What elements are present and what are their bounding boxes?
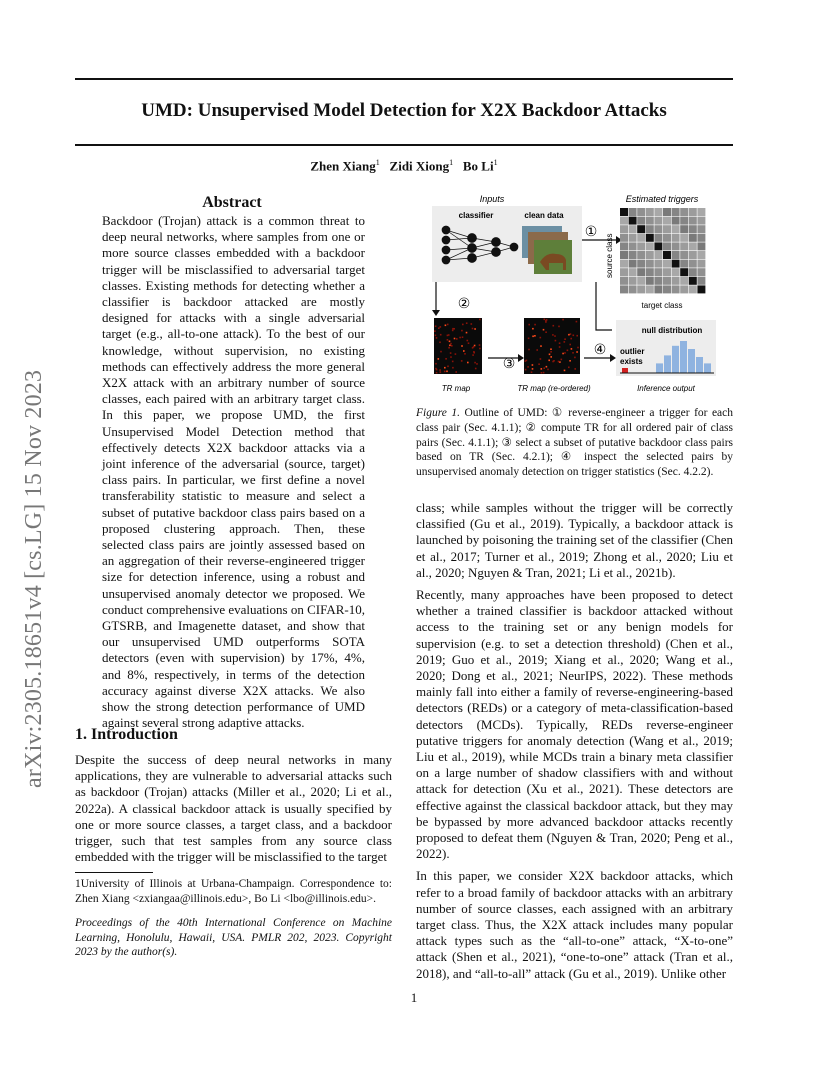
- footnote-rule: [75, 872, 153, 873]
- heatmap-cell: [471, 323, 473, 325]
- heatmap-cell: [532, 336, 534, 338]
- heatmap-cell: [455, 371, 457, 373]
- heatmap-cell: [576, 321, 578, 323]
- trigger-cell: [672, 260, 680, 268]
- heatmap-cell: [450, 343, 452, 345]
- trigger-cell: [680, 225, 688, 233]
- heatmap-cell: [532, 328, 534, 330]
- trigger-cell: [637, 268, 645, 276]
- trigger-cell: [680, 234, 688, 242]
- heatmap-cell: [452, 361, 454, 363]
- heatmap-cell: [534, 335, 536, 337]
- heatmap-cell: [467, 340, 469, 342]
- trigger-cell: [654, 285, 662, 293]
- heatmap-cell: [545, 321, 547, 323]
- trigger-cell: [620, 208, 628, 216]
- heatmap-cell: [572, 352, 574, 354]
- heatmap-cell: [461, 360, 463, 362]
- trigger-cell: [654, 225, 662, 233]
- heatmap-cell: [574, 357, 576, 359]
- trigger-cell: [689, 260, 697, 268]
- heatmap-cell: [526, 360, 528, 362]
- trigger-cell: [654, 268, 662, 276]
- trigger-cell: [646, 277, 654, 285]
- histogram-bar: [696, 357, 703, 373]
- trigger-cell: [663, 242, 671, 250]
- histogram-bar: [680, 341, 687, 373]
- trigger-cell: [697, 268, 705, 276]
- trigger-cell: [654, 217, 662, 225]
- heatmap-cell: [553, 360, 555, 362]
- heatmap-cell: [454, 338, 456, 340]
- heatmap-cell: [440, 334, 442, 336]
- trigger-cell: [654, 277, 662, 285]
- author-name: Bo Li: [462, 158, 494, 174]
- trigger-cell: [672, 208, 680, 216]
- target-class-axis-label: target class: [641, 301, 683, 310]
- heatmap-cell: [549, 354, 551, 356]
- trigger-cell: [672, 277, 680, 285]
- heatmap-cell: [447, 366, 449, 368]
- page-number: 1: [410, 990, 418, 1005]
- heatmap-cell: [472, 354, 474, 356]
- heatmap-cell: [479, 344, 481, 346]
- step-4-connector: [596, 282, 612, 330]
- heatmap-cell: [451, 345, 453, 347]
- trigger-cell: [663, 260, 671, 268]
- heatmap-cell: [453, 328, 455, 330]
- heatmap-cell: [447, 335, 449, 337]
- heatmap-cell: [474, 362, 476, 364]
- trigger-cell: [629, 234, 637, 242]
- introduction-body: [75, 752, 392, 865]
- tr-map-reordered-label: TR map (re-ordered): [517, 384, 591, 393]
- trigger-cell: [663, 268, 671, 276]
- step-1-marker: ①: [584, 223, 598, 239]
- trigger-cell: [646, 251, 654, 259]
- trigger-cell: [629, 225, 637, 233]
- trigger-cell: [629, 285, 637, 293]
- trigger-cell: [620, 277, 628, 285]
- trigger-cell: [646, 268, 654, 276]
- tr-map-label: TR map: [441, 384, 471, 393]
- heatmap-cell: [452, 330, 454, 332]
- heatmap-cell: [474, 328, 476, 330]
- trigger-cell: [646, 242, 654, 250]
- trigger-cell: [689, 225, 697, 233]
- heatmap-cell: [528, 324, 530, 326]
- trigger-cell: [654, 234, 662, 242]
- heatmap-cell: [479, 319, 481, 321]
- heatmap-cell: [444, 371, 446, 373]
- heatmap-cell: [447, 324, 449, 326]
- heatmap-cell: [525, 369, 527, 371]
- heatmap-cell: [545, 331, 547, 333]
- abstract-heading: Abstract: [202, 194, 262, 211]
- caption-text: Outline of UMD: ① reverse-engineer a trigger for each class pair (Sec. 4.1.1); ② compute TR for all ordered pair of class pairs (Sec. 4.1.1); ③ select a subset of putative backdoor class pairs based on TR (Sec. 4.2.1); ④ inspect the selected pairs by unsupervised anomaly detection on trigger statistics (Sec. 4.2.2).: [416, 407, 734, 479]
- heatmap-cell: [466, 332, 468, 334]
- heatmap-cell: [476, 363, 478, 365]
- trigger-cell: [629, 242, 637, 250]
- heatmap-cell: [466, 322, 468, 324]
- heatmap-cell: [459, 337, 461, 339]
- trigger-cell: [646, 208, 654, 216]
- section-heading-introduction: 1. Introduction: [75, 726, 178, 743]
- heatmap-cell: [561, 359, 563, 361]
- heatmap-cell: [456, 338, 458, 340]
- introduction-text: Despite the success of deep neural networks in many applications, they are vulnerable to adversarial attacks such as backdoor (Trojan) attacks (Miller et al., 2020; Li et al., 2022a). A classical backdoor attack is usually specified by one or more source classes, a target class, and a backdoor trigger, such that test samples from any source class embedded with the trigger will be misclassified to the target: [75, 752, 392, 865]
- trigger-cell: [663, 217, 671, 225]
- paper-title: UMD: Unsupervised Model Detection for X2X Backdoor Attacks: [141, 100, 667, 121]
- heatmap-cell: [531, 371, 533, 373]
- step-3-arrowhead: [518, 354, 524, 362]
- trigger-cell: [697, 251, 705, 259]
- heatmap-cell: [540, 345, 542, 347]
- heatmap-cell: [435, 335, 437, 337]
- title-rule: [75, 144, 733, 146]
- trigger-cell: [629, 251, 637, 259]
- heatmap-cell: [538, 363, 540, 365]
- heatmap-cell: [532, 364, 534, 366]
- heatmap-cell: [541, 372, 543, 374]
- heatmap-cell: [569, 360, 571, 362]
- heatmap-cell: [564, 341, 566, 343]
- heatmap-cell: [550, 356, 552, 358]
- trigger-cell: [680, 208, 688, 216]
- heatmap-cell: [445, 325, 447, 327]
- step-4-arrowhead: [610, 354, 616, 362]
- top-rule: [75, 78, 733, 80]
- outlier-marker: [622, 368, 628, 373]
- abstract-text: Backdoor (Trojan) attack is a common threat to deep neural networks, where samples from one or more source classes embedded with a backdoor trigger will be misclassified to adversarial target classes. Existing methods for detecting whether a classifier is backdoor attacked are mostly designed for attacks with a single adversarial target (e.g., all-to-one attack). To the best of our knowledge, without supervision, no existing methods can effectively address the more general X2X attack with an arbitrary number of source classes, each paired with an arbitrary target class. In this paper, we propose UMD, the first Unsupervised Model Detection method that effectively detects X2X backdoor attacks via a joint inference of the adversarial (source, target) class pairs. In particular, we first define a novel transferability statistic to measure and select a subset of putative backdoor class pairs based on a proposed clustering approach. Then, these selected class pairs are jointly assessed based on an aggregation of their reverse-engineered trigger size for detection inference, using a robust and unsupervised anomaly detector we proposed. We conduct comprehensive evaluations on CIFAR-10, GTSRB, and Imagenette dataset, and show that our unsupervised UMD outperforms SOTA detectors (even with supervision) by 17%, 4%, and 8%, respectively, in terms of the detection accuracy against diverse X2X attacks. We also show the strong detection performance of UMD against several strong adaptive attacks.: [102, 213, 365, 731]
- heatmap-cell: [447, 339, 449, 341]
- heatmap-cell: [472, 328, 474, 330]
- trigger-cell: [620, 260, 628, 268]
- figure-estimated-triggers-label: Estimated triggers: [625, 194, 699, 204]
- histogram-bar: [672, 346, 679, 373]
- paragraph: In this paper, we consider X2X backdoor attacks, which refer to a broad family of backdoor attacks with an arbitrary number of source classes, each assigned with an arbitrary target class. Thus, the X2X attack includes many popular attack types such as the “all-to-one” attack, “X-to-one” attack (Shen et al., 2021), “one-to-one” attack (Tran et al., 2018), and “all-to-all” attack (Gu et al., 2019). Unlike other: [416, 868, 733, 981]
- trigger-cell: [629, 217, 637, 225]
- histogram-bar: [664, 355, 671, 373]
- heatmap-cell: [552, 334, 554, 336]
- heatmap-cell: [558, 361, 560, 363]
- figure-caption: [416, 406, 733, 480]
- trigger-cell: [697, 217, 705, 225]
- heatmap-cell: [532, 368, 534, 370]
- heatmap-cell: [452, 367, 454, 369]
- trigger-cell: [620, 234, 628, 242]
- figure-inputs-label: Inputs: [479, 194, 505, 204]
- heatmap-cell: [564, 352, 566, 354]
- heatmap-cell: [570, 333, 572, 335]
- trigger-cell: [654, 242, 662, 250]
- heatmap-cell: [577, 347, 579, 349]
- histogram-bar: [704, 363, 711, 373]
- heatmap-cell: [540, 337, 542, 339]
- trigger-cell: [680, 277, 688, 285]
- heatmap-cell: [553, 325, 555, 327]
- heatmap-cell: [573, 335, 575, 337]
- heatmap-cell: [440, 371, 442, 373]
- heatmap-cell: [534, 324, 536, 326]
- trigger-cell: [637, 285, 645, 293]
- trigger-cell: [697, 242, 705, 250]
- trigger-cell: [663, 251, 671, 259]
- trigger-cell: [629, 268, 637, 276]
- heatmap-cell: [536, 349, 538, 351]
- heatmap-cell: [436, 372, 438, 374]
- trigger-cell: [689, 242, 697, 250]
- heatmap-cell: [473, 346, 475, 348]
- trigger-cell: [697, 285, 705, 293]
- heatmap-cell: [448, 347, 450, 349]
- null-distribution-label: null distribution: [641, 326, 703, 335]
- heatmap-cell: [559, 361, 561, 363]
- heatmap-cell: [444, 367, 446, 369]
- trigger-cell: [629, 260, 637, 268]
- trigger-cell: [689, 234, 697, 242]
- trigger-cell: [697, 234, 705, 242]
- caption-label: Figure 1.: [416, 407, 460, 419]
- trigger-cell: [672, 217, 680, 225]
- step-2-marker: ②: [457, 295, 471, 311]
- trigger-cell: [637, 208, 645, 216]
- trigger-cell: [620, 285, 628, 293]
- histogram-bar: [656, 363, 663, 373]
- trigger-cell: [672, 251, 680, 259]
- heatmap-cell: [558, 326, 560, 328]
- step-2-arrowhead: [432, 310, 440, 316]
- heatmap-cell: [439, 342, 441, 344]
- heatmap-cell: [576, 335, 578, 337]
- trigger-cell: [680, 251, 688, 259]
- heatmap-cell: [550, 348, 552, 350]
- heatmap-cell: [455, 353, 457, 355]
- trigger-cell: [637, 242, 645, 250]
- heatmap-cell: [435, 368, 437, 370]
- heatmap-cell: [527, 366, 529, 368]
- heatmap-cell: [559, 346, 561, 348]
- trigger-cell: [620, 268, 628, 276]
- heatmap-cell: [446, 371, 448, 373]
- trigger-cell: [646, 217, 654, 225]
- trigger-cell: [663, 277, 671, 285]
- heatmap-cell: [445, 358, 447, 360]
- trigger-cell: [689, 277, 697, 285]
- heatmap-cell: [440, 326, 442, 328]
- source-class-axis-label: source class: [605, 233, 614, 278]
- affiliation-footnote: 1University of Illinois at Urbana-Champaign. Correspondence to: Zhen Xiang <zxiangaa@illinois.edu>, Bo Li <lbo@illinois.edu>.: [75, 878, 392, 905]
- heatmap-cell: [464, 353, 466, 355]
- abstract-body: [102, 213, 365, 732]
- trigger-cell: [637, 234, 645, 242]
- trigger-cell: [697, 277, 705, 285]
- heatmap-cell: [462, 324, 464, 326]
- heatmap-cell: [540, 358, 542, 360]
- heatmap-cell: [568, 334, 570, 336]
- heatmap-cell: [528, 338, 530, 340]
- author-name: Zhen Xiang: [310, 158, 376, 174]
- trigger-cell: [620, 251, 628, 259]
- trigger-cell: [672, 268, 680, 276]
- heatmap-cell: [438, 358, 440, 360]
- figure-classifier-label: classifier: [458, 211, 494, 220]
- heatmap-cell: [547, 369, 549, 371]
- heatmap-cell: [462, 336, 464, 338]
- heatmap-cell: [567, 350, 569, 352]
- trigger-cell: [654, 260, 662, 268]
- heatmap-cell: [450, 356, 452, 358]
- trigger-cell: [689, 208, 697, 216]
- heatmap-cell: [543, 367, 545, 369]
- heatmap-cell: [439, 369, 441, 371]
- trigger-cell: [637, 225, 645, 233]
- heatmap-cell: [541, 368, 543, 370]
- heatmap-cell: [564, 370, 566, 372]
- heatmap-cell: [576, 351, 578, 353]
- histogram-bar: [688, 349, 695, 373]
- heatmap-cell: [449, 341, 451, 343]
- right-column-body: [416, 500, 733, 982]
- trigger-cell: [689, 251, 697, 259]
- heatmap-cell: [463, 350, 465, 352]
- trigger-cell: [654, 208, 662, 216]
- estimated-triggers-grid: [620, 208, 705, 293]
- heatmap-cell: [468, 342, 470, 344]
- trigger-cell: [637, 217, 645, 225]
- trigger-cell: [637, 251, 645, 259]
- paragraph: Recently, many approaches have been proposed to detect whether a trained classifier is backdoor attacked without access to the training set or any benign models for supervision (e.g. to set a detection threshold) (Chen et al., 2019; Guo et al., 2019; Xiang et al., 2020; Wang et al., 2020; Dong et al., 2021; NeurIPS, 2022). These methods mainly fall into either a family of reverse-engineering-based detectors (REDs) or a category of meta-classification-based detectors (MCDs). Typically, REDs reverse-engineer putative triggers for anomaly detection (Wang et al., 2019; Liu et al., 2019), while MCDs train a binary meta classifier on a large number of shadow classifiers with and without attack for detection (Xu et al., 2021). These detectors are effective against the classical backdoor attack, but they may be bypassed by more advanced backdoor attacks recently proposed to defeat them (Nguyen & Tran, 2020; Peng et al., 2022).: [416, 587, 733, 862]
- proceedings-note: Proceedings of the 40th International Conference on Machine Learning, Honolulu, Hawaii, USA. PMLR 202, 2023. Copyright 2023 by the author(s).: [75, 917, 392, 958]
- trigger-cell: [629, 277, 637, 285]
- trigger-cell: [689, 217, 697, 225]
- trigger-cell: [697, 225, 705, 233]
- trigger-cell: [646, 285, 654, 293]
- trigger-cell: [680, 242, 688, 250]
- author-list: Zhen Xiang$^1$ Zidi Xiong$^1$ Bo Li$^1$: [310, 158, 498, 174]
- trigger-cell: [646, 260, 654, 268]
- figure-umd-outline: [416, 190, 733, 400]
- trigger-cell: [672, 242, 680, 250]
- outlier-label: outlier: [620, 347, 645, 356]
- trigger-cell: [697, 260, 705, 268]
- trigger-cell: [680, 268, 688, 276]
- heatmap-cell: [569, 344, 571, 346]
- heatmap-cell: [436, 337, 438, 339]
- exists-label: exists: [620, 357, 643, 366]
- heatmap-cell: [550, 351, 552, 353]
- heatmap-cell: [461, 330, 463, 332]
- step-4-marker: ④: [593, 341, 607, 357]
- heatmap-cell: [546, 366, 548, 368]
- trigger-cell: [663, 208, 671, 216]
- trigger-cell: [654, 251, 662, 259]
- heatmap-cell: [562, 319, 564, 321]
- heatmap-cell: [438, 327, 440, 329]
- heatmap-cell: [559, 342, 561, 344]
- trigger-cell: [672, 234, 680, 242]
- heatmap-cell: [449, 345, 451, 347]
- heatmap-cell: [479, 348, 481, 350]
- trigger-cell: [689, 268, 697, 276]
- heatmap-cell: [467, 362, 469, 364]
- heatmap-cell: [528, 349, 530, 351]
- trigger-cell: [680, 260, 688, 268]
- trigger-cell: [672, 285, 680, 293]
- heatmap-cell: [475, 368, 477, 370]
- heatmap-cell: [461, 345, 463, 347]
- heatmap-cell: [435, 325, 437, 327]
- paragraph: class; while samples without the trigger will be correctly classified (Gu et al., 2019). Typically, a backdoor attack is launched by poisoning the training set of the classifier (Chen et al., 2017; Turner et al., 2019; Zhong et al., 2020; Liu et al., 2020; Nguyen & Tran, 2021; Li et al., 2021b).: [416, 500, 733, 580]
- trigger-cell: [629, 208, 637, 216]
- heatmap-cell: [562, 353, 564, 355]
- trigger-cell: [646, 234, 654, 242]
- heatmap-cell: [568, 367, 570, 369]
- trigger-cell: [646, 225, 654, 233]
- heatmap-cell: [450, 352, 452, 354]
- heatmap-cell: [434, 330, 436, 332]
- heatmap-cell: [546, 319, 548, 321]
- trigger-cell: [637, 277, 645, 285]
- heatmap-cell: [544, 319, 546, 321]
- trigger-cell: [620, 217, 628, 225]
- step-3-marker: ③: [502, 355, 516, 371]
- heatmap-cell: [435, 363, 437, 365]
- heatmap-cell: [440, 351, 442, 353]
- heatmap-cell: [548, 360, 550, 362]
- heatmap-cell: [554, 335, 556, 337]
- trigger-cell: [620, 242, 628, 250]
- trigger-cell: [672, 225, 680, 233]
- heatmap-cell: [543, 372, 545, 374]
- trigger-cell: [663, 234, 671, 242]
- trigger-cell: [663, 225, 671, 233]
- trigger-cell: [620, 225, 628, 233]
- heatmap-cell: [574, 368, 576, 370]
- heatmap-cell: [543, 329, 545, 331]
- heatmap-cell: [473, 352, 475, 354]
- heatmap-cell: [564, 338, 566, 340]
- heatmap-cell: [571, 348, 573, 350]
- trigger-cell: [697, 208, 705, 216]
- trigger-cell: [663, 285, 671, 293]
- author-name: Zidi Xiong: [389, 158, 450, 174]
- arxiv-stamp: arXiv:2305.18651v4 [cs.LG] 15 Nov 2023: [21, 369, 47, 788]
- trigger-cell: [689, 285, 697, 293]
- heatmap-cell: [570, 338, 572, 340]
- trigger-cell: [680, 285, 688, 293]
- heatmap-cell: [555, 340, 557, 342]
- trigger-cell: [680, 217, 688, 225]
- trigger-cell: [637, 260, 645, 268]
- footnote: [75, 877, 392, 960]
- inference-output-label: Inference output: [637, 384, 695, 393]
- figure-clean-data-label: clean data: [524, 211, 564, 220]
